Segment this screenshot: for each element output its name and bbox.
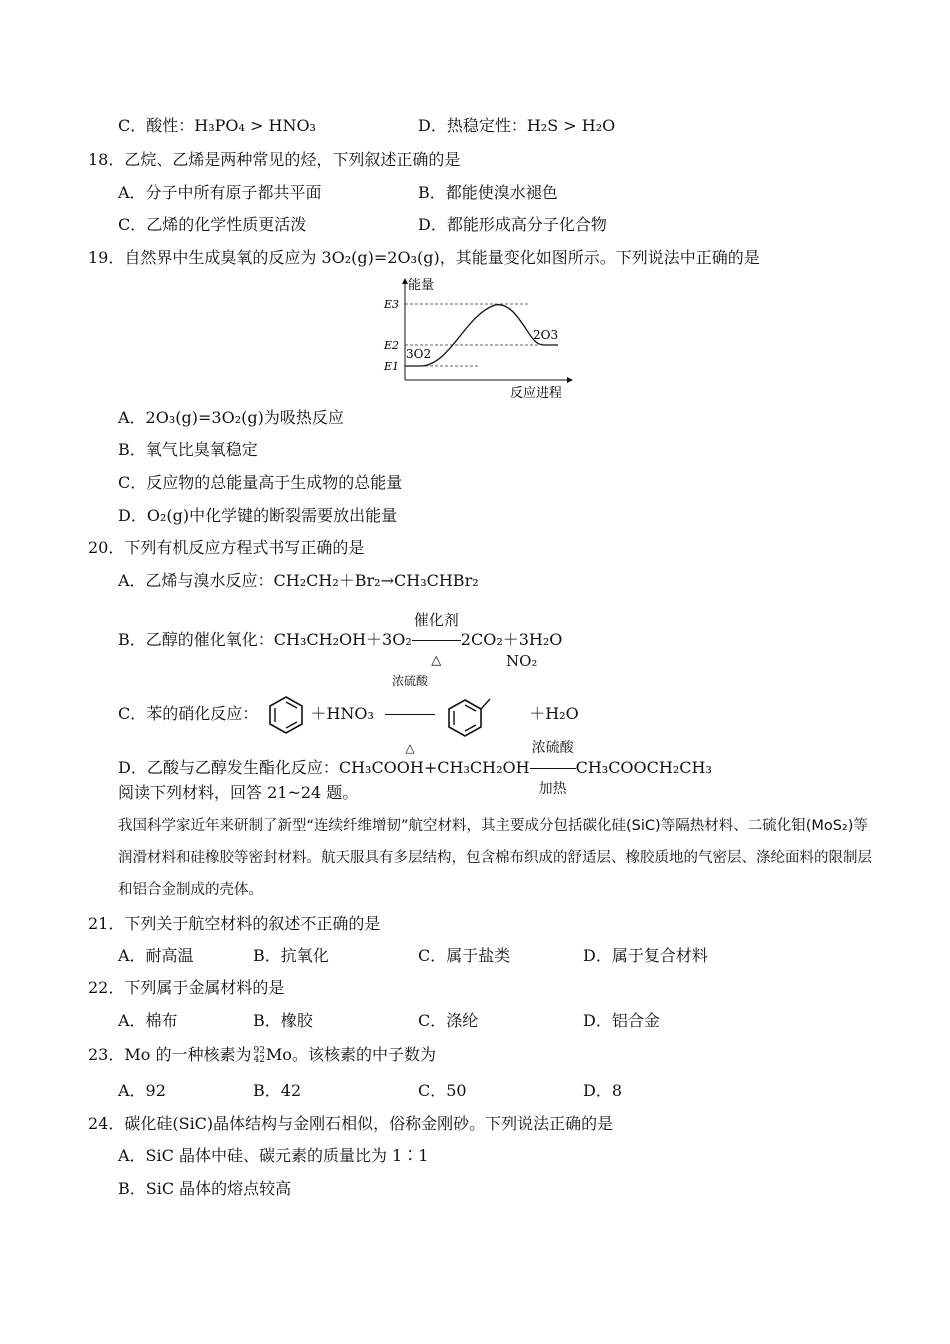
q18-option-b: B．都能使溴水褪色 xyxy=(418,183,558,202)
q23-option-a: A．92 xyxy=(118,1081,166,1100)
energy-diagram xyxy=(380,275,580,403)
q18-option-a: A．分子中所有原子都共平面 xyxy=(118,183,322,202)
q21-option-b: B．抗氧化 xyxy=(253,946,329,965)
q20-d-suffix: CH₃COOCH₂CH₃ xyxy=(575,758,712,777)
q19-option-d: D．O₂(g)中化学键的断裂需要放出能量 xyxy=(118,506,398,525)
q18-stem: 18．乙烷、乙烯是两种常见的烃，下列叙述正确的是 xyxy=(88,150,461,169)
q22-option-b: B．橡胶 xyxy=(253,1011,313,1030)
q21-option-c: C．属于盐类 xyxy=(418,946,511,965)
q20-option-c xyxy=(118,648,579,755)
q21-option-d: D．属于复合材料 xyxy=(583,946,708,965)
q20-c-condition: 浓硫酸 △ xyxy=(385,648,435,781)
q20-c-no2: NO₂ xyxy=(506,652,538,670)
q20-c-product: ＋H₂O xyxy=(529,704,579,723)
q20-option-a: A．乙烯与溴水反应：CH₂CH₂＋Br₂→CH₃CHBr₂ xyxy=(118,571,479,590)
reactant-label: 3O2 xyxy=(406,347,432,361)
nuclide-symbol: Mo xyxy=(265,1045,292,1064)
q20-b-prefix: B．乙醇的催化氧化：CH₃CH₂OH＋3O₂ xyxy=(118,630,412,649)
q17-option-d: D．热稳定性：H₂S > H₂O xyxy=(418,116,616,135)
e1-label: E1 xyxy=(384,360,400,373)
passage-text: 我国科学家近年来研制了新型“连续纤维增韧”航空材料，其主要成分包括碳化硅(SiC)等隔热材料、二硫化钼(MoS₂)等润滑材料和硅橡胶等密封材料。航天服具有多层结构，包含棉布织成的舒适层、橡胶质地的气密层、涤纶面料的限制层和铝合金制成的壳体。 xyxy=(118,818,872,898)
q23-stem-suffix: 。该核素的中子数为 xyxy=(291,1045,436,1064)
q20-stem: 20．下列有机反应方程式书写正确的是 xyxy=(88,538,365,557)
q22-option-a: A．棉布 xyxy=(118,1011,178,1030)
e3-label: E3 xyxy=(384,298,400,311)
product-label: 2O3 xyxy=(533,328,559,342)
q18-option-d: D．都能形成高分子化合物 xyxy=(418,215,607,234)
passage-intro: 阅读下列材料，回答 21~24 题。 xyxy=(118,783,359,802)
q20-d-prefix: D．乙酸与乙醇发生酯化反应：CH₃COOH+CH₃CH₂OH xyxy=(118,758,530,777)
q18-option-c: C．乙烯的化学性质更活泼 xyxy=(118,215,307,234)
e2-label: E2 xyxy=(384,339,400,352)
q17-option-c: C．酸性：H₃PO₄ > HNO₃ xyxy=(118,116,316,135)
q23-stem xyxy=(88,1045,436,1065)
q24-option-a: A．SiC 晶体中硅、碳元素的质量比为 1∶1 xyxy=(118,1146,429,1165)
y-axis-label: 能量 xyxy=(408,278,435,293)
q20-c-reagent: ＋HNO₃ xyxy=(310,704,374,723)
q20-c-prefix: C．苯的硝化反应： xyxy=(118,704,259,723)
q23-option-b: B．42 xyxy=(253,1081,302,1100)
q21-stem: 21．下列关于航空材料的叙述不正确的是 xyxy=(88,914,381,933)
x-axis-label: 反应进程 xyxy=(510,386,563,401)
q23-option-d: D．8 xyxy=(583,1081,623,1100)
q23-stem-prefix: 23．Mo 的一种核素为 xyxy=(88,1045,252,1064)
q22-option-d: D．铝合金 xyxy=(583,1011,660,1030)
q20-d-condition: 浓硫酸 加热 xyxy=(530,728,576,809)
q21-option-a: A．耐高温 xyxy=(118,946,194,965)
q19-option-a: A．2O₃(g)=3O₂(g)为吸热反应 xyxy=(118,408,344,427)
q24-stem: 24．碳化硅(SiC)晶体结构与金刚石相似，俗称金刚砂。下列说法正确的是 xyxy=(88,1114,614,1133)
q23-option-c: C．50 xyxy=(418,1081,467,1100)
q20-b-condition: 催化剂 △ xyxy=(412,600,461,681)
q19-stem: 19．自然界中生成臭氧的反应为 3O₂(g)=2O₃(g)，其能量变化如图所示。下列说法中正确的是 xyxy=(88,248,760,267)
q24-option-b: B．SiC 晶体的熔点较高 xyxy=(118,1179,292,1198)
q19-option-b: B．氧气比臭氧稳定 xyxy=(118,440,258,459)
q22-stem: 22．下列属于金属材料的是 xyxy=(88,978,285,997)
nuclide-numbers: 92 42 xyxy=(253,1045,265,1065)
q19-option-c: C．反应物的总能量高于生成物的总能量 xyxy=(118,473,403,492)
q22-option-c: C．涤纶 xyxy=(418,1011,479,1030)
q20-b-suffix: 2CO₂＋3H₂O xyxy=(460,630,563,649)
